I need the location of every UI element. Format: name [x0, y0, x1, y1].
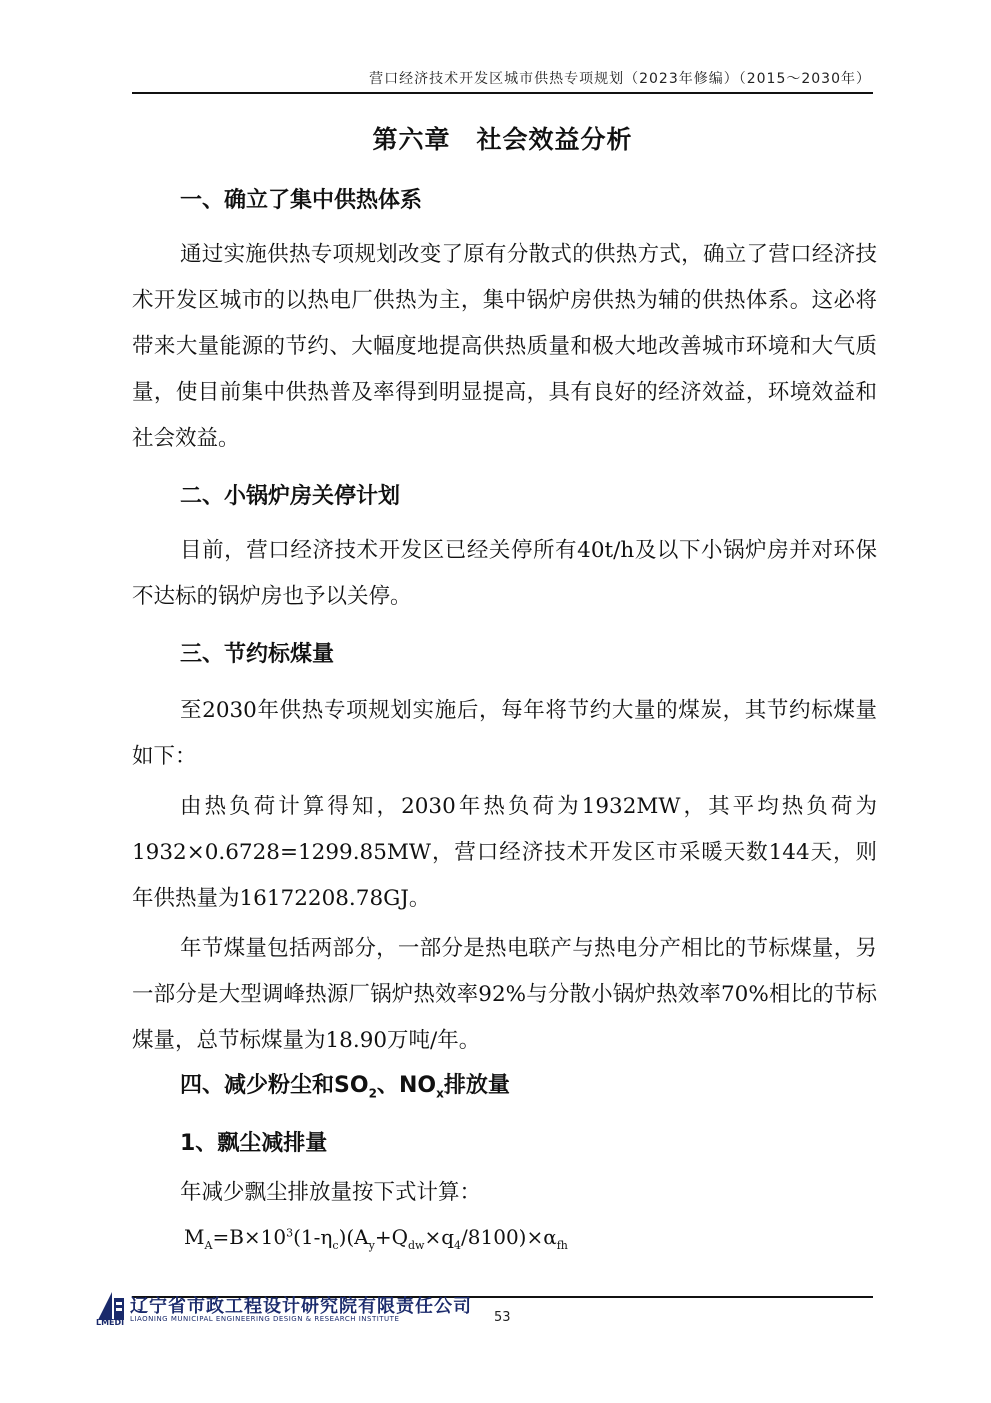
company-logo	[96, 1290, 472, 1330]
section-4-heading	[180, 1068, 510, 1100]
formula-eq: =B×10	[212, 1225, 287, 1249]
company-name-en: LIAONING MUNICIPAL ENGINEERING DESIGN & RESEARCH INSTITUTE	[130, 1315, 400, 1323]
formula-m-sub: A	[204, 1239, 213, 1252]
formula-plus: +Q	[374, 1225, 408, 1249]
section-2-paragraph: 目前，营口经济技术开发区已经关停所有40t/h及以下小锅炉房并对环保不达标的锅炉房也予以关停。	[132, 538, 877, 609]
section-1-paragraph: 通过实施供热专项规划改变了原有分散式的供热方式，确立了营口经济技术开发区城市的以热电厂供热为主，集中锅炉房供热为辅的供热体系。这必将带来大量能源的节约、大幅度地提高供热质量和极大地改善城市环境和大气质量，使目前集中供热普及率得到明显提高，具有良好的经济效益，环境效益和社会效益。	[132, 242, 877, 451]
section-2-heading: 二、小锅炉房关停计划	[180, 484, 401, 509]
formula-q-sub: dw	[408, 1239, 425, 1252]
section-4-heading-prefix: 四、减少粉尘和	[180, 1073, 335, 1098]
page-number: 53	[494, 1310, 511, 1325]
section-3-heading: 三、节约标煤量	[180, 642, 335, 667]
section-4-paragraph: 年减少飘尘排放量按下式计算：	[180, 1180, 482, 1205]
section-1-heading: 一、确立了集中供热体系	[180, 188, 423, 213]
formula-exp: 3	[286, 1226, 294, 1240]
formula-q4-sub: 4	[454, 1239, 462, 1252]
heading-separator: 、	[376, 1073, 399, 1098]
formula-alpha-sub: fh	[556, 1239, 568, 1252]
dust-emission-formula	[184, 1225, 568, 1252]
section-3-paragraph-1: 至2030年供热专项规划实施后，每年将节约大量的煤炭，其节约标煤量如下：	[132, 698, 877, 769]
header-rule	[132, 92, 873, 94]
formula-tail: /8100)×α	[461, 1225, 557, 1249]
chapter-title: 第六章 社会效益分析	[372, 125, 633, 154]
subsection-1-heading: 1、飘尘减排量	[180, 1131, 328, 1156]
nox-symbol: NO	[398, 1073, 437, 1098]
formula-open: (1-η	[293, 1225, 333, 1249]
formula-times: ×q	[424, 1225, 455, 1249]
formula-close: )(A	[338, 1225, 369, 1249]
so2-subscript: 2	[368, 1086, 377, 1101]
section-4-heading-suffix: 排放量	[443, 1073, 510, 1098]
section-3-paragraph-3: 年节煤量包括两部分，一部分是热电联产与热电分产相比的节标煤量，另一部分是大型调峰热源厂锅炉热效率92%与分散小锅炉热效率70%相比的节标煤量，总节标煤量为18.90万吨/年。	[132, 936, 877, 1053]
company-name-cn: 辽宁省市政工程设计研究院有限责任公司	[130, 1296, 472, 1317]
section-3-paragraph-2: 由热负荷计算得知，2030年热负荷为1932MW，其平均热负荷为1932×0.6728=1299.85MW，营口经济技术开发区市采暖天数144天，则年供热量为16172208.78GJ。	[132, 794, 877, 911]
so2-symbol: SO	[334, 1073, 369, 1098]
running-header: 营口经济技术开发区城市供热专项规划（2023年修编）（2015～2030年）	[369, 71, 871, 87]
nox-subscript: x	[436, 1086, 444, 1101]
formula-eta-sub: c	[332, 1239, 339, 1252]
formula-a-sub: y	[368, 1239, 375, 1252]
company-abbr: LMEDI	[96, 1318, 125, 1327]
formula-m: M	[184, 1225, 205, 1249]
